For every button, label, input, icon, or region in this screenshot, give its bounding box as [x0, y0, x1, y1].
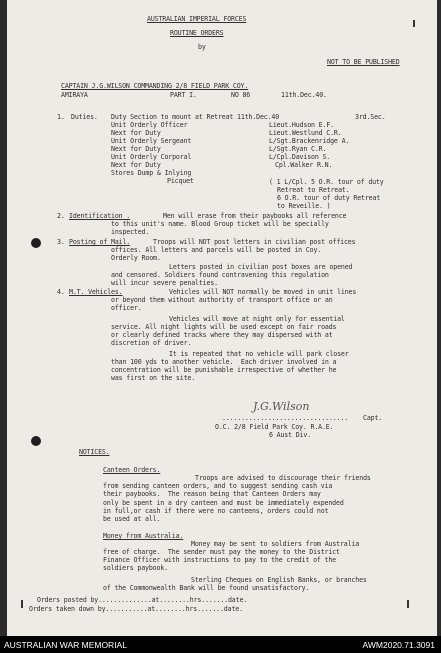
body-line: Letters posted in civilian post boxes are opened — [169, 263, 353, 271]
vehicles-title: M.T. Vehicles. — [69, 288, 123, 296]
punch-hole — [31, 238, 41, 248]
force-title: AUSTRALIAN IMPERIAL FORCES — [147, 15, 247, 23]
tick-mark — [413, 20, 415, 27]
orders-taken-line: Orders taken down by...........at........hrs.......date. — [29, 605, 243, 613]
duty-name: Lieut.Hudson E.F. — [269, 121, 334, 129]
duty-name: ( 1 L/Cpl. 5 O.R. tour of duty — [269, 178, 384, 186]
identification-title: Identification . — [69, 212, 131, 220]
body-line: was first on the site. — [111, 374, 196, 382]
body-line: will incur severe penalties. — [111, 279, 218, 287]
duties-title: Duties. — [71, 113, 98, 121]
duty-role: Unit Orderly Corporal — [111, 153, 192, 161]
issuer: CAPTAIN J.G.WILSON COMMANDING 2/8 FIELD PARK COY. — [61, 82, 249, 90]
body-line: Vehicles will move at night only for essential — [169, 315, 345, 323]
duty-role: Unit Orderly Officer — [111, 121, 188, 129]
signature-unit: O.C. 2/8 Field Park Coy. R.A.E. — [215, 423, 334, 431]
footer-reference: AWM2020.71.3091 — [362, 640, 435, 650]
duty-role: Next for Duty — [111, 129, 161, 137]
body-line: of the Commonwealth Bank will be found unsatisfactory. — [103, 584, 310, 592]
duty-name: L/Cpl.Davison S. — [269, 153, 331, 161]
item-number: 2. — [57, 212, 65, 220]
order-number: NO 86 — [231, 91, 251, 99]
body-line: Sterling Cheques on English Banks, or branches — [191, 576, 367, 584]
item-number: 3. — [57, 238, 65, 246]
body-line: officer. — [111, 304, 142, 312]
body-line: Troops will NOT post letters in civilian post offices — [153, 238, 356, 246]
orders-posted-line: Orders posted by..............at........hrs.......date. — [37, 596, 248, 604]
body-line: or clearly defined tracks where they may dispersed with at — [111, 331, 333, 339]
signature-dots: ................................. — [222, 414, 349, 422]
duty-name: L/Sgt.Ryan C.R. — [269, 145, 327, 153]
signature-text: J.G.Wilson — [253, 400, 310, 413]
archive-footer — [0, 636, 441, 653]
body-line: discretion of driver. — [111, 339, 192, 347]
body-line: or beyond them without authority of transport office or an — [111, 296, 333, 304]
picquet-line: Retreat to Retreat. — [277, 186, 350, 194]
body-line: soldiers paybook. — [103, 564, 168, 572]
body-line: in full,or cash if there were no canteens, orders could not — [103, 507, 329, 515]
not-published: NOT TO BE PUBLISHED — [327, 58, 400, 66]
punch-hole — [31, 436, 41, 446]
tick-mark — [407, 600, 409, 608]
notices-title: NOTICES. — [79, 448, 110, 456]
duty-role: Next for Duty — [111, 161, 161, 169]
part: PART I. — [170, 91, 197, 99]
tick-mark — [21, 600, 23, 608]
body-line: than 100 yds to another vehicle. Each driver involved in a — [111, 358, 337, 366]
duty-name: 3rd.Sec. — [355, 113, 386, 121]
document-page — [7, 0, 437, 636]
body-line: service. All night lights will be used except on fair roads — [111, 323, 337, 331]
body-line: Vehicles will NOT normally be moved in unit lines — [169, 288, 357, 296]
duty-name: Cpl.Walker R.N. — [275, 161, 333, 169]
body-line: Finance Officer with instructions to pay to the credit of the — [103, 556, 337, 564]
duty-name: L/Sgt.Brackenridge A. — [269, 137, 350, 145]
duty-role: Next for Duty — [111, 145, 161, 153]
signature-rank: Capt. — [363, 414, 383, 422]
body-line: to this unit's name. Blood Group ticket will be specially — [111, 220, 329, 228]
footer-institution: AUSTRALIAN WAR MEMORIAL — [4, 640, 127, 650]
picquet-line: to Reveille. ) — [277, 202, 331, 210]
duty-role: Unit Orderly Sergeant — [111, 137, 192, 145]
body-line: from sending canteen orders, and to suggest sending cash via — [103, 482, 333, 490]
body-line: Troops are advised to discourage their friends — [195, 474, 371, 482]
picquet-line: 6 O.R. tour of duty Retreat — [277, 194, 381, 202]
body-line: Orderly Room. — [111, 254, 161, 262]
body-line: Men will erase from their paybooks all reference — [163, 212, 347, 220]
duty-name: Lieut.Westlund C.R. — [269, 129, 342, 137]
body-line: offices. All letters and parcels will be posted in Coy. — [111, 246, 322, 254]
duty-role: Stores Dump & Inlying — [111, 169, 192, 177]
body-line: free of charge. The sender must pay the money to the District — [103, 548, 340, 556]
money-title: Money from Australia. — [103, 532, 184, 540]
order-date: 11th.Dec.40. — [281, 91, 327, 99]
body-line: concentration will be punishable irrespective of whether he — [111, 366, 337, 374]
body-line: their paybooks. The reason being that Canteen Orders may — [103, 490, 321, 498]
canteen-title: Canteen Orders. — [103, 466, 161, 474]
body-line: be used at all. — [103, 515, 161, 523]
item-number: 4. — [57, 288, 65, 296]
body-line: and censored. Soldiers found contravening this regulation — [111, 271, 329, 279]
item-number: 1. — [57, 113, 65, 121]
duty-role: Duty Section to mount at Retreat 11th.Dec.40 — [111, 113, 280, 121]
place: AMIRAYA — [61, 91, 88, 99]
mail-title: Posting of Mail. — [69, 238, 131, 246]
duty-role: Picquet — [167, 177, 194, 185]
body-line: only be spent in a dry canteen and must be immediately expended — [103, 499, 344, 507]
signature-division: 6 Aust Div. — [269, 431, 312, 439]
doc-type: ROUTINE ORDERS — [170, 29, 224, 37]
body-line: Money may be sent to soldiers from Australia — [191, 540, 360, 548]
by-label: by — [198, 43, 206, 51]
body-line: inspected. — [111, 228, 150, 236]
body-line: It is repeated that no vehicle will park closer — [169, 350, 349, 358]
